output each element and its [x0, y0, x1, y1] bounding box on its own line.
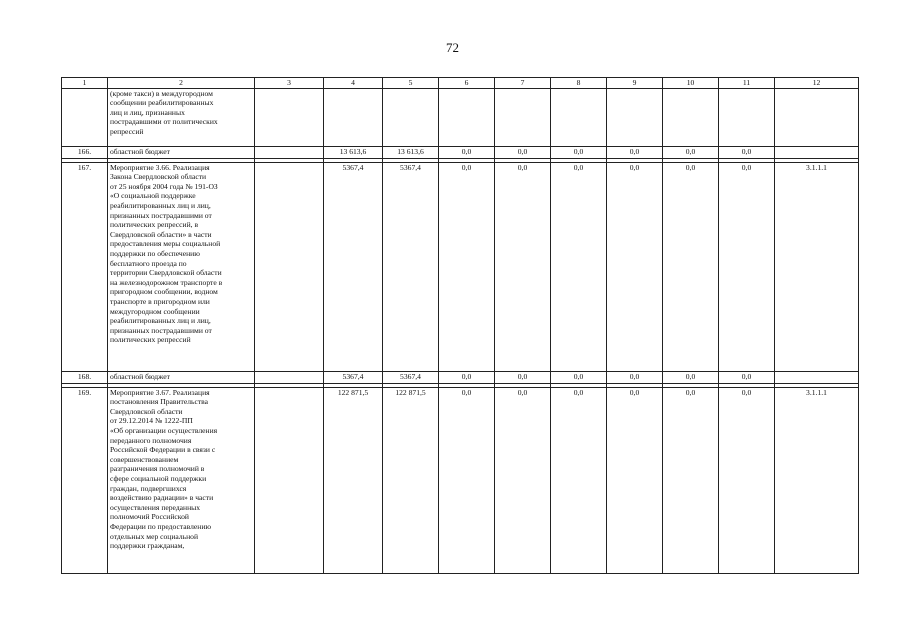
- cell: 0,0: [719, 371, 775, 383]
- row-description: (кроме такси) в междугородном сообщении реабилитированных лиц и лиц, признанных пострадавшими от политических репрессий: [108, 88, 255, 146]
- cell: [383, 88, 439, 146]
- cell: 0,0: [439, 371, 495, 383]
- cell: 13 613,6: [383, 146, 439, 158]
- cell: 0,0: [607, 146, 663, 158]
- cell: [324, 88, 383, 146]
- cell: 5367,4: [383, 162, 439, 371]
- row-number: 166.: [62, 146, 108, 158]
- table-row: [62, 371, 859, 383]
- cell: [775, 371, 859, 383]
- column-header: 8: [551, 78, 607, 89]
- cell: 5367,4: [383, 371, 439, 383]
- cell: 0,0: [551, 146, 607, 158]
- cell: 0,0: [663, 162, 719, 371]
- row-description: Мероприятие 3.67. Реализация постановления Правительства Свердловской области от 29.12.2014 № 1222-ПП «Об организации осуществления переданного полномочия Российской Федерации в связи с совершенствованием разграничения полномочий в сфере социальной поддержки граждан, подвергшихся воздействию радиации» в части осуществления переданных полномочий Российской Федерации по предоставлению отдельных мер социальной поддержки гражданам,: [108, 387, 255, 573]
- cell: 0,0: [607, 371, 663, 383]
- cell: 0,0: [607, 387, 663, 573]
- cell: [663, 88, 719, 146]
- cell: 0,0: [439, 146, 495, 158]
- column-header: 3: [255, 78, 324, 89]
- column-header: 2: [108, 78, 255, 89]
- cell: [607, 88, 663, 146]
- cell: 0,0: [551, 162, 607, 371]
- row-description: Мероприятие 3.66. Реализация Закона Свердловской области от 25 ноября 2004 года № 191-ОЗ «О социальной поддержке реабилитированных лиц и лиц, признанных пострадавшими от политических репрессий, в Свердловской области» в части предоставления меры социальной поддержки по обеспечению бесплатного проезда по территории Свердловской области на железнодорожном транспорте в пригородном сообщении, водном транспорте в пригородном или междугородном сообщении реабилитированных лиц и лиц, признанных пострадавшими от политических репрессий: [108, 162, 255, 371]
- table-row: [62, 162, 859, 371]
- column-header: 7: [495, 78, 551, 89]
- cell: [255, 387, 324, 573]
- cell: [775, 88, 859, 146]
- cell: [255, 146, 324, 158]
- program-table: [61, 77, 859, 574]
- table-row: [62, 387, 859, 573]
- cell: 0,0: [495, 371, 551, 383]
- header-row: [62, 78, 859, 89]
- cell: 0,0: [439, 162, 495, 371]
- cell: 0,0: [551, 371, 607, 383]
- cell: [551, 88, 607, 146]
- cell: 0,0: [663, 371, 719, 383]
- cell: 0,0: [719, 146, 775, 158]
- row-description: областной бюджет: [108, 371, 255, 383]
- table-row: [62, 146, 859, 158]
- cell: 0,0: [663, 387, 719, 573]
- cell: [255, 371, 324, 383]
- page-number: 72: [446, 40, 459, 55]
- row-number: [62, 88, 108, 146]
- cell: 0,0: [719, 162, 775, 371]
- cell: 122 871,5: [324, 387, 383, 573]
- cell: 3.1.1.1: [775, 387, 859, 573]
- cell: 0,0: [495, 162, 551, 371]
- cell: 13 613,6: [324, 146, 383, 158]
- row-description: областной бюджет: [108, 146, 255, 158]
- cell: 0,0: [551, 387, 607, 573]
- cell: 5367,4: [324, 371, 383, 383]
- column-header: 12: [775, 78, 859, 89]
- cell: 0,0: [663, 146, 719, 158]
- cell: 0,0: [495, 146, 551, 158]
- cell: [439, 88, 495, 146]
- cell: 0,0: [719, 387, 775, 573]
- cell: [255, 88, 324, 146]
- row-number: 167.: [62, 162, 108, 371]
- cell: 3.1.1.1: [775, 162, 859, 371]
- column-header: 9: [607, 78, 663, 89]
- cell: 0,0: [607, 162, 663, 371]
- cell: 0,0: [439, 387, 495, 573]
- column-header: 4: [324, 78, 383, 89]
- cell: 122 871,5: [383, 387, 439, 573]
- cell: [255, 162, 324, 371]
- cell: [495, 88, 551, 146]
- column-header: 5: [383, 78, 439, 89]
- cell: 5367,4: [324, 162, 383, 371]
- cell: [775, 146, 859, 158]
- column-header: 10: [663, 78, 719, 89]
- column-header: 11: [719, 78, 775, 89]
- cell: [719, 88, 775, 146]
- row-number: 168.: [62, 371, 108, 383]
- column-header: 6: [439, 78, 495, 89]
- row-number: 169.: [62, 387, 108, 573]
- column-header: 1: [62, 78, 108, 89]
- table-row: [62, 88, 859, 146]
- cell: 0,0: [495, 387, 551, 573]
